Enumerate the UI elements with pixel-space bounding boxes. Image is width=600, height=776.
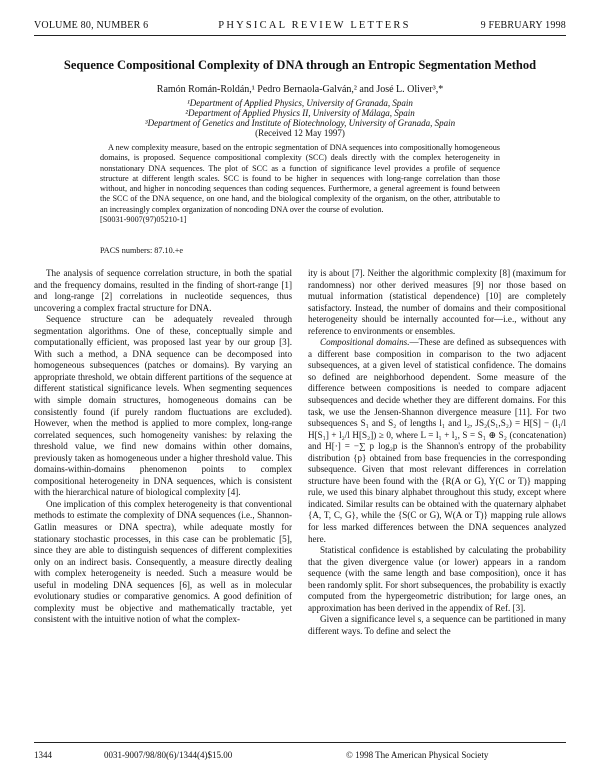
body-paragraph: The analysis of sequence correlation structure, in both the spatial and the frequency domains, resulted in the finding of short-range [1] and long-range [2] correlations in nucleotide sequences, thus uncovering a complex fractal structure for DNA. — [34, 268, 292, 313]
body-paragraph: ity is about [7]. Neither the algorithmic complexity [8] (maximum for randomness) nor other derived measures [9] nor those based on mutual information (statistical dependence) [10] are completely satisfactory. Instead, the number of domains and their compositional heterogeneity should be internally accounted for—i.e., without any reference to environments or ensembles. — [308, 268, 566, 336]
section-text: —These are defined as subsequences with a different base composition in comparison to the two adjacent subsequences, at a given level of statistical confidence. The domains so defined are neighborhood dependent. Some measure of the difference between compositions is needed to compare adjacent subsequences and decide whether they are different domains. For this task, we use the Jensen-Shannon divergence measure [11]. For two subsequences S₁ and S₂ of lengths l₁ and l₂, JS₂(S₁,S₂) = H[S] − (l₁/l H[S₁] + l₂/l H[S₂]) ≥ 0, where L = l₁ + l₂, S = S₁ ⊕ S₂ (concatenation) and H[·] = −∑ p log₂p is the Shannon's entropy of the probability distribution {p} obtained from base frequencies in the corresponding subsequence. Given that most relevant differences in correlation structure have been found with the {R(A or G), Y(C or T)} mapping rule, we used this binary alphabet throughout this study, except where indicated. Similar results can be obtained with the quaternary alphabet {A, T, C, G}, while the {S(C or G), W(A or T)} mapping rule allows for less marked differences between the DNA sequences analyzed here. — [308, 337, 566, 544]
abstract-code: [S0031-9007(97)05210-1] — [100, 215, 187, 225]
section-lead: Compositional domains. — [320, 337, 410, 348]
affiliation-3: ³Department of Genetics and Institute of Biotechnology, University of Granada, Spain — [144, 118, 456, 128]
affiliations — [34, 98, 566, 138]
paper-title: Sequence Compositional Complexity of DNA through an Entropic Segmentation Method — [63, 58, 537, 72]
left-column — [34, 268, 292, 626]
body-paragraph: Statistical confidence is established by calculating the probability that the given divergence value (or lower) appears in a random sequence (with the same length and base composition), once it has been randomly split. For short subsequences, the probability is exactly computed from the hypergeometric distribution; for large ones, an approximation has been derived in the appendix of Ref. [3]. — [308, 545, 566, 613]
running-header — [34, 20, 566, 31]
abstract-text: A new complexity measure, based on the entropic segmentation of DNA sequences into compositionally homogeneous domains, is proposed. Sequence compositional complexity (SCC) deals directly with the complex heterogeneity in nonstationary DNA sequences. The plot of SCC as a function of significance level provides a profile of sequence structure at different length scales. SCC is found to be higher in sequences with long-range correlation than those without, and higher in noncoding sequences than coding sequences. Furthermore, a general agreement is found between the SCC of the DNA sequence, on one hand, and the biological complexity of the organism, on the other, attributable to an increasingly complex organization of noncoding DNA over the course of evolution. — [100, 143, 500, 214]
page-footer — [34, 750, 566, 760]
right-column — [308, 268, 566, 638]
header-rule — [34, 35, 566, 36]
page-number: 1344 — [34, 750, 52, 760]
footer-rule — [34, 742, 566, 743]
affiliation-2: ²Department of Applied Physics II, University of Málaga, Spain — [185, 108, 415, 118]
abstract — [100, 143, 500, 225]
issue-date: 9 FEBRUARY 1998 — [480, 20, 566, 31]
body-paragraph: One implication of this complex heterogeneity is that conventional methods to estimate the complexity of DNA sequences (i.e., Shannon-Gatlin measures or DNA spectra), while adequate mostly for stationary stochastic processes, in this case can be problematic [5], since they are able to distinguish sequences of different complexities only on an indirect basis. Consequently, a measure directly dealing with complex heterogeneity is needed. Such a measure would be useful in modeling DNA sequences [6], as well as in molecular evolutionary studies or comparative genomics. A good definition of complexity must be objective and mathematically tractable, yet consistent with the intuitive notion of what the complex- — [34, 498, 292, 625]
affiliation-1: ¹Department of Applied Physics, University of Granada, Spain — [187, 98, 413, 108]
pacs-numbers: PACS numbers: 87.10.+e — [100, 246, 184, 255]
journal-name: PHYSICAL REVIEW LETTERS — [218, 20, 411, 31]
author-list: Ramón Román-Roldán,¹ Pedro Bernaola-Galván,² and José L. Oliver³,* — [156, 84, 444, 95]
body-paragraph — [308, 337, 566, 545]
body-paragraph: Given a significance level s, a sequence can be partitioned in many different ways. To define and select the — [308, 614, 566, 636]
copyright: © 1998 The American Physical Society — [346, 750, 489, 760]
received-date: (Received 12 May 1997) — [255, 128, 345, 138]
volume-issue: VOLUME 80, NUMBER 6 — [34, 20, 149, 31]
issn-code: 0031-9007/98/80(6)/1344(4)$15.00 — [104, 750, 233, 760]
body-paragraph: Sequence structure can be adequately revealed through segmentation algorithms. One of these, conceptually simple and computationally efficient, was proposed last year by our group [3]. With such a method, a DNA sequence can be decomposed into homogeneous subsequences (patches or domains). By varying an appropriate threshold, we obtain different partitions of the sequence at different statistical significance levels. When segmenting sequences with simple domain structures, homogeneous domains can be consistently found (if purely random fluctuations are excluded). However, when the method is applied to more complex, long-range correlated sequences, such homogeneity vanishes: by relaxing the threshold value, we find new domains within other domains, previously taken as homogeneous under a higher threshold value. This domains-within-domains phenomenon points to complex compositional heterogeneity in DNA sequences, which is consistent with the hierarchical nature of biological complexity [4]. — [34, 314, 292, 498]
